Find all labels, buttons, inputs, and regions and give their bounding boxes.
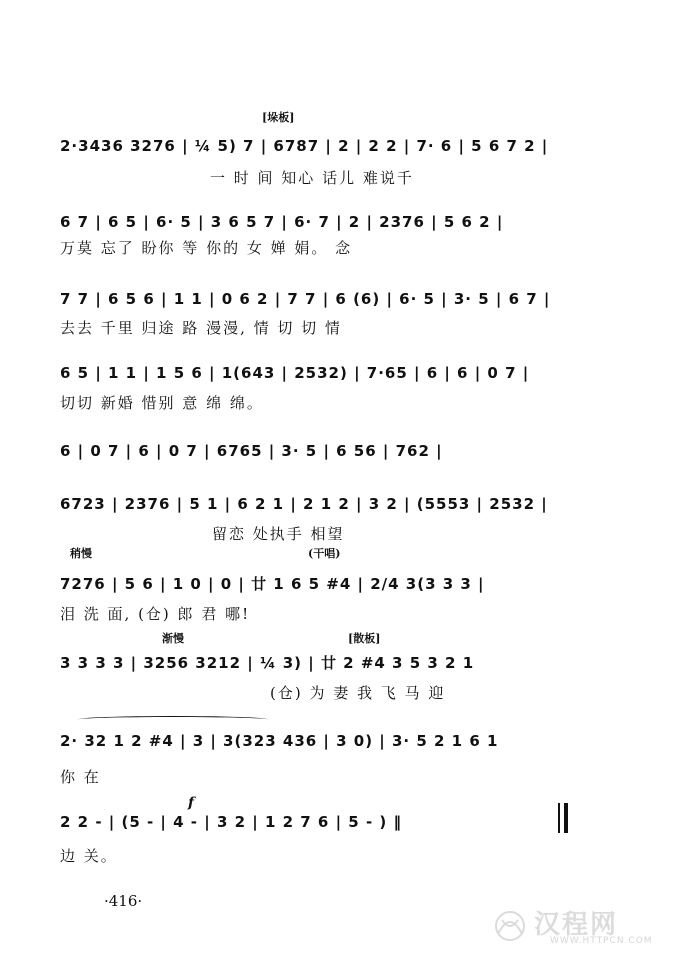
notation-row: 6 5 | 1 1 | 1 5 6 | 1(643 | 2532) | 7·65 | 6 | 6 | 0 7 | [60, 364, 530, 382]
lyrics-row: 一 时 间 知心 话儿 难说千 [210, 169, 414, 187]
notation-row: 7 7 | 6 5 6 | 1 1 | 0 6 2 | 7 7 | 6 (6) | 6· 5 | 3· 5 | 6 7 | [60, 290, 551, 308]
notation-row: 2 2 - | (5 - | 4 - | 3 2 | 1 2 7 6 | 5 - ) ‖ [60, 813, 402, 831]
lyrics-row: 你 在 [60, 768, 101, 786]
notation-row: 7276 | 5 6 | 1 0 | 0 | 廿 1 6 5 #4 | 2/4 3(3 3 3 | [60, 575, 485, 593]
tempo-marking: 稍慢 [70, 547, 92, 560]
notation-row: 6 7 | 6 5 | 6· 5 | 3 6 5 7 | 6· 7 | 2 | 2376 | 5 6 2 | [60, 213, 504, 231]
lyrics-row: 泪 洗 面, (仓) 郎 君 哪! [60, 605, 251, 623]
watermark-url: WWW.HTTPCN.COM [550, 936, 653, 946]
watermark [488, 900, 668, 955]
final-barline [564, 803, 568, 833]
lyrics-row: 留恋 处执手 相望 [212, 525, 345, 543]
tempo-marking: [ 散板 ] [348, 630, 380, 646]
notation-row: 3 3 3 3 | 3256 3212 | ¼ 3) | 廿 2 #4 3 5 3 2 1 [60, 654, 475, 672]
notation-row: 2· 32 1 2 #4 | 3 | 3(323 436 | 3 0) | 3· 5 2 1 6 1 [60, 732, 499, 750]
lyrics-row: 切切 新婚 惜别 意 绵 绵。 [60, 394, 264, 412]
tempo-marking: [ 垛板 ] [262, 109, 294, 125]
notation-row: 6723 | 2376 | 5 1 | 6 2 1 | 2 1 2 | 3 2 | (5553 | 2532 | [60, 495, 548, 513]
page-number: ·416· [104, 892, 143, 910]
slur [78, 716, 268, 723]
notation-row: 2·3436 3276 | ¼ 5) 7 | 6787 | 2 | 2 2 | 7· 6 | 5 6 7 2 | [60, 137, 549, 155]
lyrics-row: (仓) 为 妻 我 飞 马 迎 [270, 684, 446, 702]
dynamics-marking: f [188, 795, 195, 811]
performance-marking: (干唱) [308, 547, 341, 560]
watermark-logo-icon [488, 904, 532, 948]
lyrics-row: 边 关。 [60, 847, 118, 865]
tempo-marking: 渐慢 [162, 632, 184, 645]
final-barline [558, 803, 560, 833]
lyrics-row: 去去 千里 归途 路 漫漫, 情 切 切 情 [60, 319, 342, 337]
notation-row: 6 | 0 7 | 6 | 0 7 | 6765 | 3· 5 | 6 56 | 762 | [60, 442, 443, 460]
lyrics-row: 万莫 忘了 盼你 等 你的 女 婵 娟。 念 [60, 239, 353, 257]
watermark-text: 汉程网 [534, 910, 619, 940]
